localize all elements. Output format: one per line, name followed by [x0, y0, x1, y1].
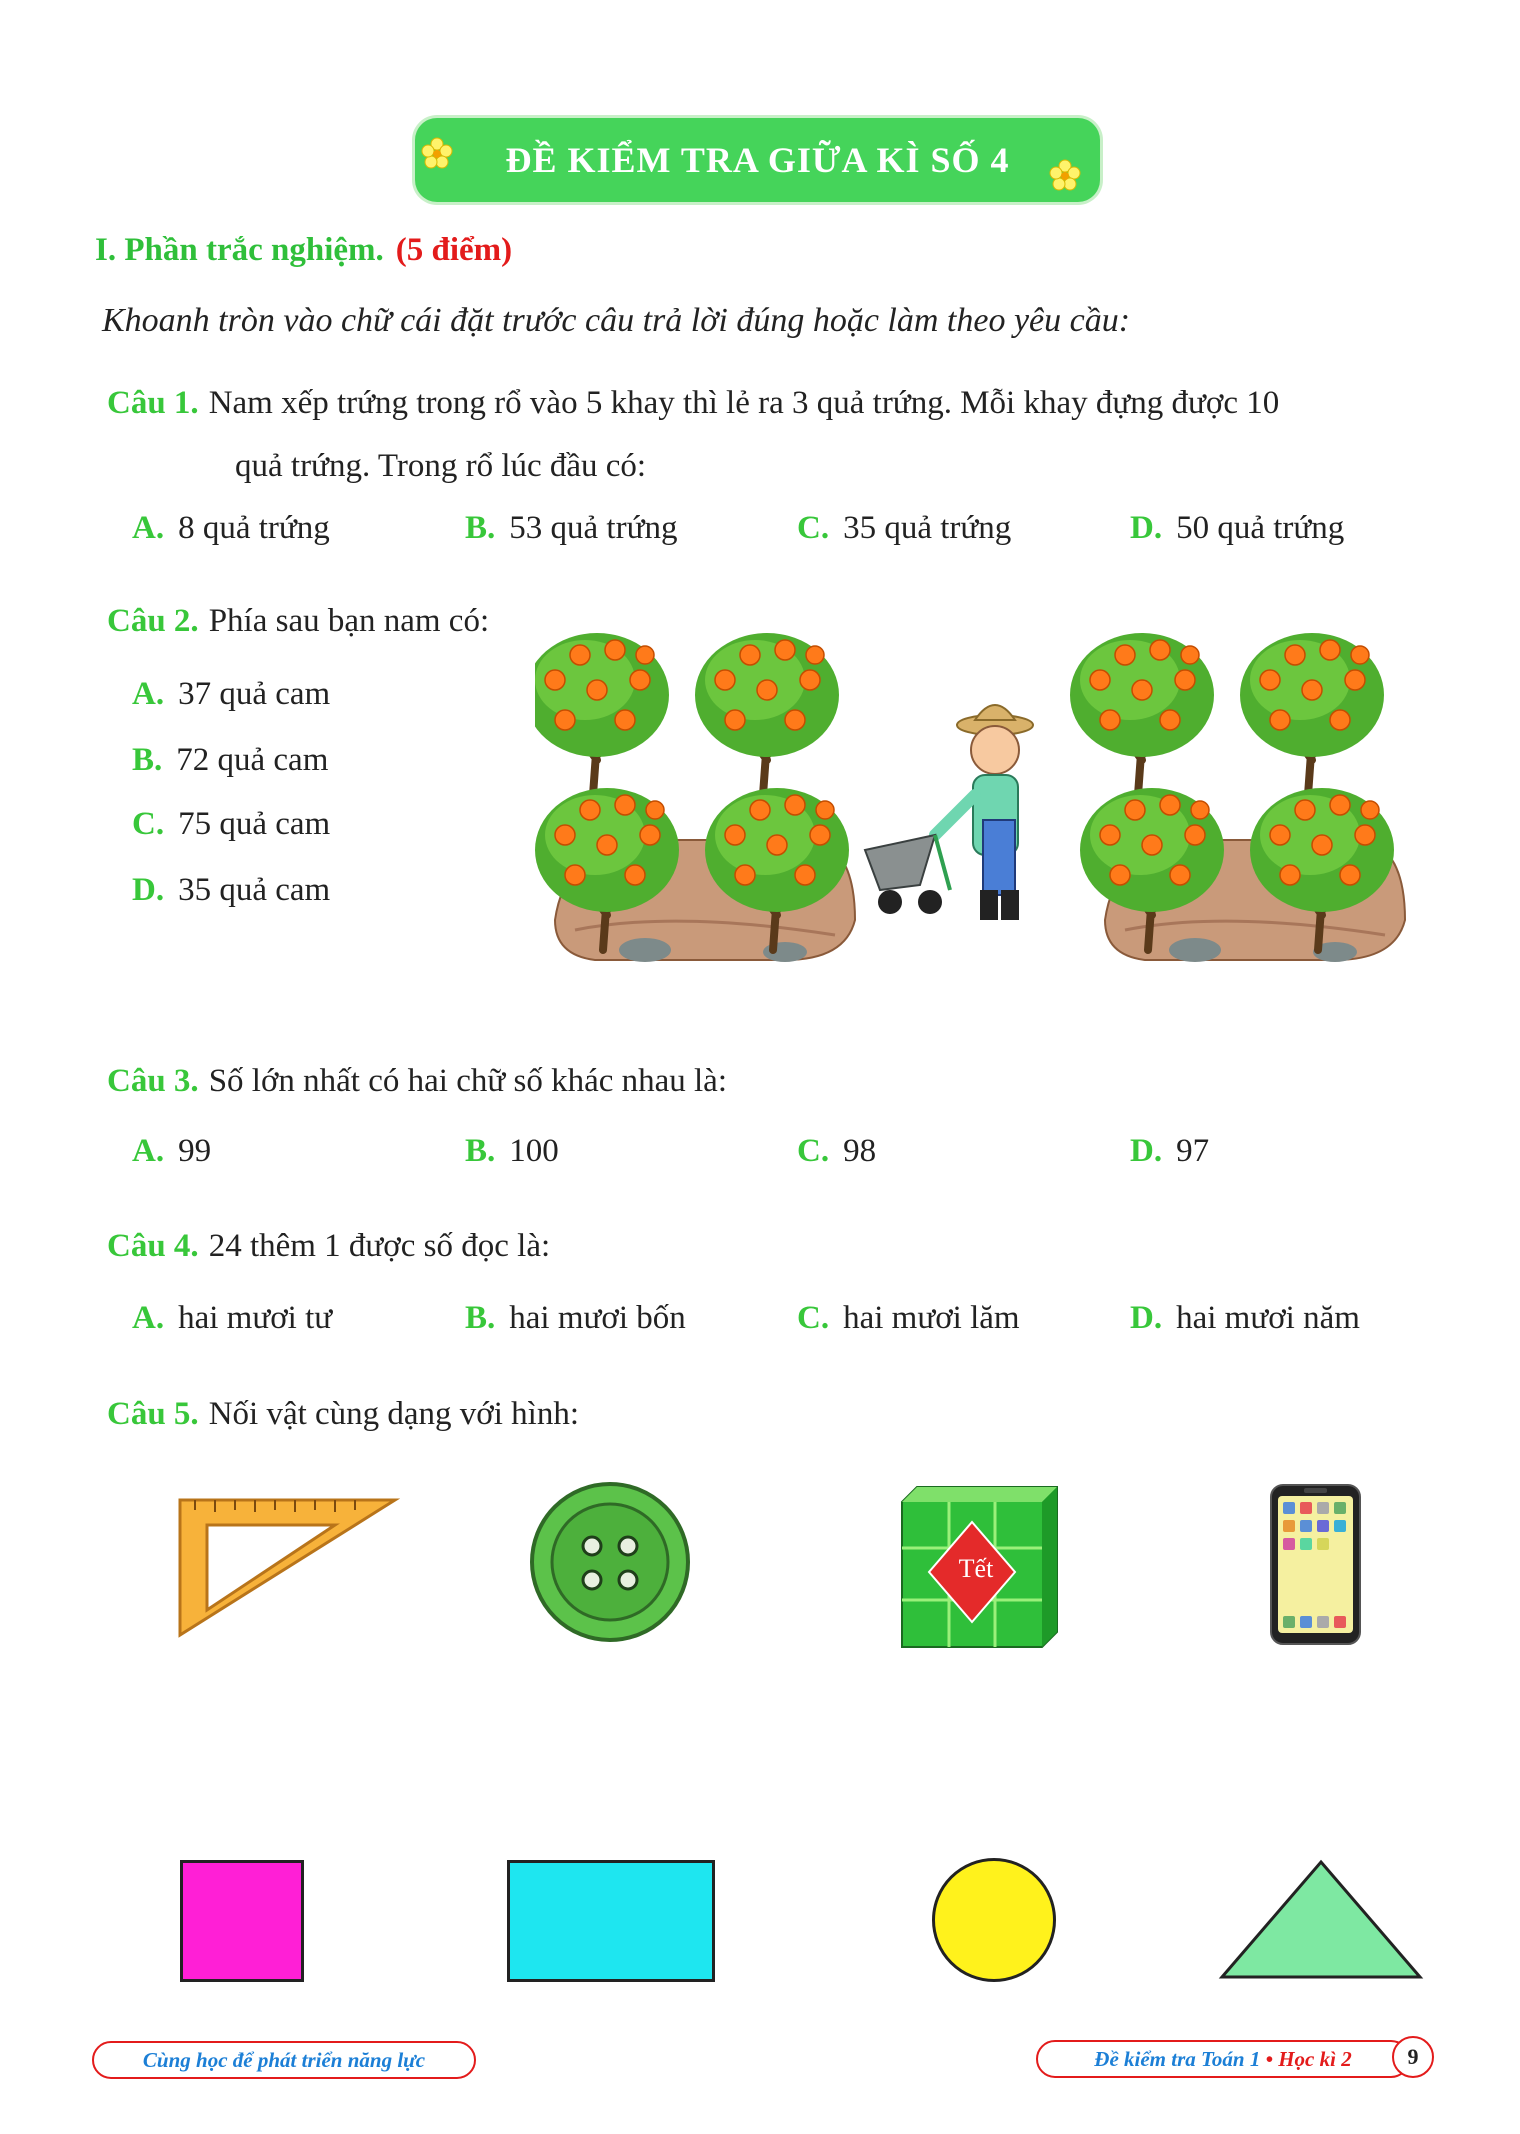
footer-right-label: Đề kiểm tra Toán 1 • Học kì 2 — [1036, 2040, 1410, 2078]
option-4c[interactable]: C. hai mươi lăm — [797, 1300, 1020, 1336]
footer-left-slogan: Cùng học để phát triển năng lực — [92, 2041, 476, 2079]
option-2c[interactable]: C. 75 quả cam — [132, 806, 331, 842]
mint-triangle[interactable] — [1217, 1858, 1425, 1982]
page-number: 9 — [1392, 2036, 1434, 2078]
set-square-ruler[interactable] — [175, 1490, 400, 1640]
yellow-circle[interactable] — [932, 1858, 1056, 1982]
question-5: Câu 5. Nối vật cùng dạng với hình: — [107, 1396, 580, 1432]
question-1 — [107, 385, 1279, 422]
option-4a[interactable]: A. hai mươi tư — [132, 1300, 333, 1336]
option-1d[interactable]: D. 50 quả trứng — [1130, 510, 1345, 546]
question-1-line2: quả trứng. Trong rổ lúc đầu có: — [235, 448, 647, 484]
option-3d[interactable]: D. 97 — [1130, 1133, 1210, 1169]
button-object[interactable] — [528, 1480, 693, 1645]
question-2: Câu 2. Phía sau bạn nam có: — [107, 603, 490, 639]
question-text: Nam xếp trứng trong rổ vào 5 khay thì lẻ ra 3 quả trứng. Mỗi khay đựng được 10 — [208, 385, 1280, 421]
option-2a[interactable]: A. 37 quả cam — [132, 676, 331, 712]
cake-label: Tết — [958, 1554, 994, 1583]
option-1c[interactable]: C. 35 quả trứng — [797, 510, 1012, 546]
option-2b[interactable]: B. 72 quả cam — [132, 742, 329, 778]
question-label: Câu 1. — [107, 385, 199, 421]
orchard-illustration — [535, 620, 1425, 1000]
option-4d[interactable]: D. hai mươi năm — [1130, 1300, 1360, 1336]
option-3b[interactable]: B. 100 — [465, 1133, 559, 1169]
instruction-text: Khoanh tròn vào chữ cái đặt trước câu trả lời đúng hoặc làm theo yêu cầu: — [102, 302, 1131, 339]
farmer-figure — [865, 705, 1033, 920]
section-title-text: I. Phần trắc nghiệm. — [95, 232, 384, 268]
section-title — [95, 232, 512, 269]
option-2d[interactable]: D. 35 quả cam — [132, 872, 331, 908]
cyan-rectangle[interactable] — [507, 1860, 715, 1982]
option-3c[interactable]: C. 98 — [797, 1133, 877, 1169]
option-3a[interactable]: A. 99 — [132, 1133, 212, 1169]
magenta-square[interactable] — [180, 1860, 304, 1982]
question-4: Câu 4. 24 thêm 1 được số đọc là: — [107, 1228, 551, 1264]
option-4b[interactable]: B. hai mươi bốn — [465, 1300, 686, 1336]
option-1b[interactable]: B. 53 quả trứng — [465, 510, 678, 546]
question-3: Câu 3. Số lớn nhất có hai chữ số khác nhau là: — [107, 1063, 727, 1099]
page-title: ĐỀ KIỂM TRA GIỮA KÌ SỐ 4 — [505, 140, 1010, 180]
smartphone[interactable] — [1268, 1482, 1363, 1647]
section-points: (5 điểm) — [395, 232, 513, 268]
option-1a[interactable]: A. 8 quả trứng — [132, 510, 330, 546]
